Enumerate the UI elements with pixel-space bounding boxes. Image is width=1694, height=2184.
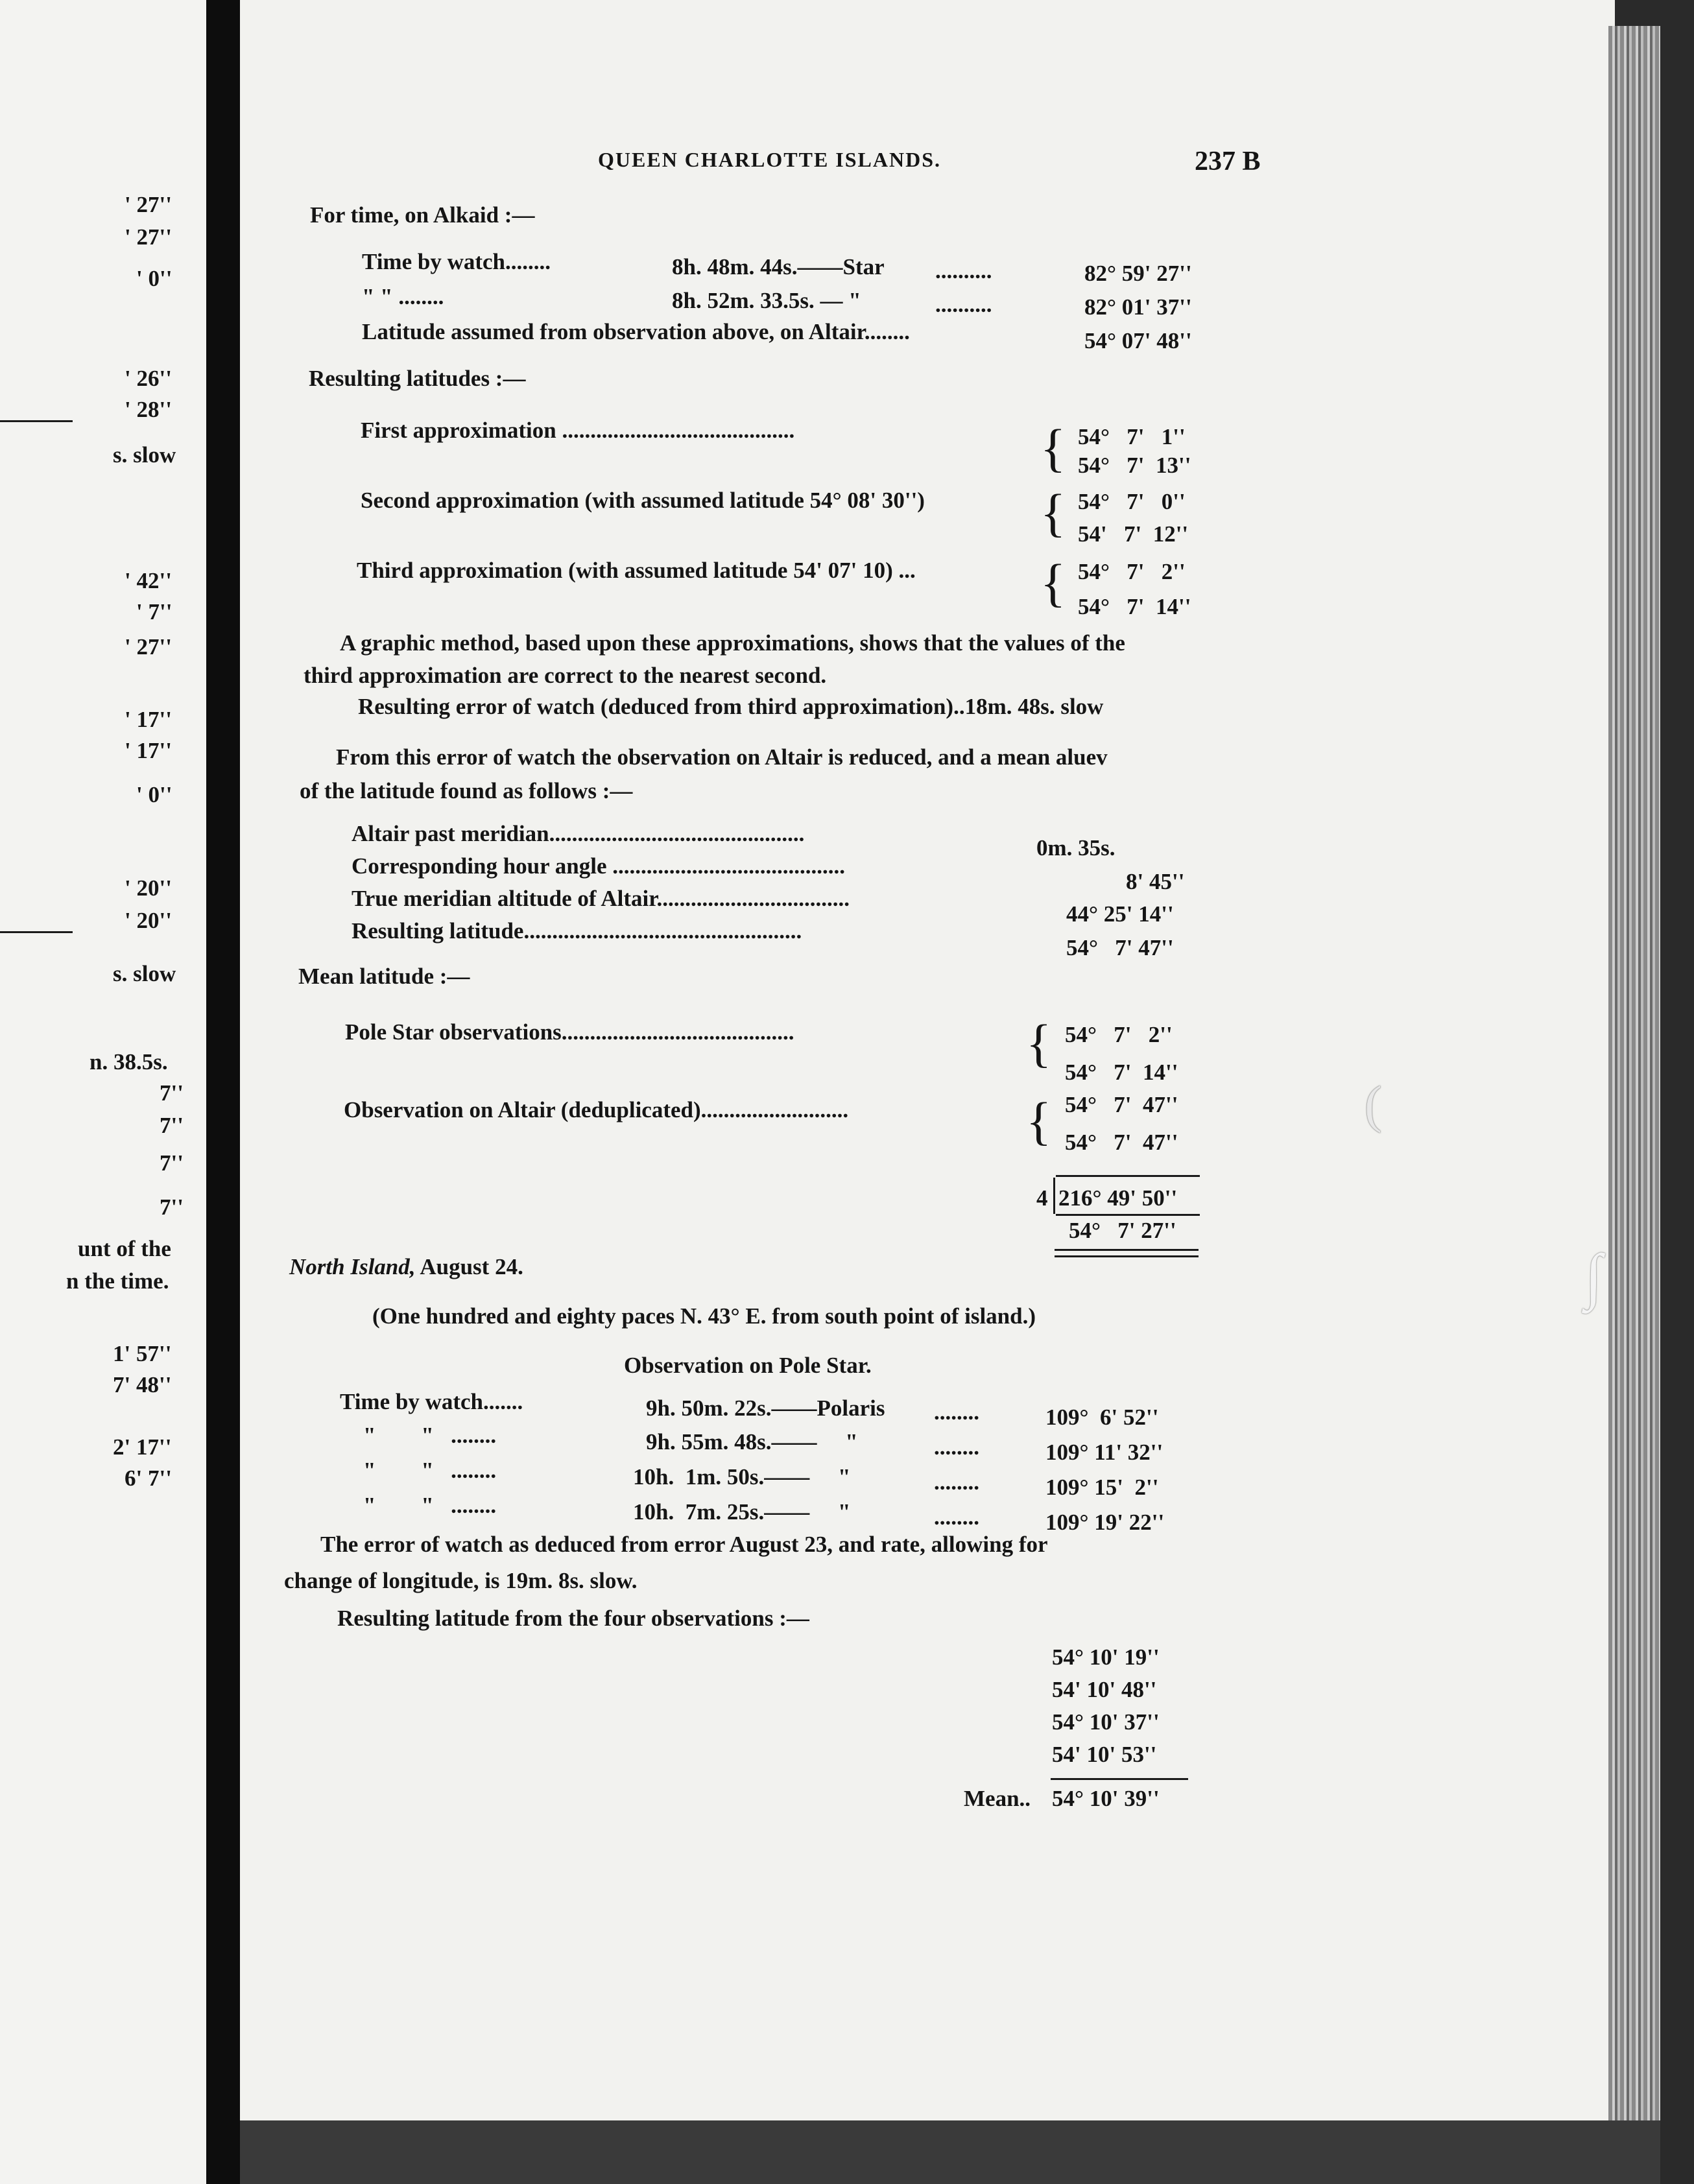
result-value: 54° 10' 19'' — [1052, 1644, 1160, 1670]
alkaid-row-time: 8h. 48m. 44s.——Star — [672, 254, 885, 279]
assumed-latitude-value: 54° 07' 48'' — [1084, 328, 1192, 353]
left-page-fragment: ' 27'' — [125, 634, 172, 659]
mean-value: 54° 7' 27'' — [1069, 1218, 1176, 1243]
alkaid-row-label: Time by watch........ — [362, 249, 551, 274]
result-value: 54° 10' 37'' — [1052, 1709, 1160, 1735]
division-bar — [1053, 1178, 1055, 1214]
polaris-row-time: 9h. 55m. 48s.—— " — [646, 1429, 858, 1454]
north-island-note: (One hundred and eighty paces N. 43° E. from south point of island.) — [372, 1303, 1036, 1329]
scan-mark: ∫ — [1585, 1241, 1603, 1311]
page-number: 237 B — [1195, 147, 1261, 176]
watch-error-line: Resulting error of watch (deduced from third approximation)..18m. 48s. slow — [358, 694, 1104, 719]
sum-underline — [1056, 1214, 1200, 1216]
brace: { — [1040, 418, 1066, 477]
left-page-fragment: ' 28'' — [125, 397, 172, 422]
left-page-fragment: n the time. — [66, 1268, 169, 1294]
altair-value: 54° 7' 47'' — [1066, 935, 1174, 960]
result-heading: Resulting latitude from the four observations :— — [337, 1606, 809, 1631]
left-page-fragment: s. slow — [113, 961, 176, 986]
polaris-row-value: 109° 19' 22'' — [1045, 1510, 1165, 1535]
approximation-value-2: 54' 7' 12'' — [1078, 521, 1189, 547]
paragraph-line: A graphic method, based upon these approximations, shows that the values of the — [340, 630, 1125, 656]
sum-rule — [1056, 1175, 1200, 1177]
polaris-row-dots: ........ — [934, 1504, 979, 1530]
brace: { — [1040, 483, 1066, 542]
sum-value: 216° 49' 50'' — [1058, 1185, 1178, 1211]
mean-double-rule — [1055, 1249, 1199, 1251]
left-page-fragment: ' 0'' — [136, 266, 173, 291]
north-island-name: North Island, — [289, 1254, 416, 1279]
polaris-row-dots: ........ — [934, 1399, 979, 1425]
paragraph-line: From this error of watch the observation on Altair is reduced, and a mean aluev — [336, 744, 1108, 770]
approximation-label: Third approximation (with assumed latitude 54' 07' 10) ... — [357, 558, 916, 583]
north-island-heading — [289, 1255, 523, 1278]
result-value: 54' 10' 53'' — [1052, 1742, 1157, 1767]
alkaid-row-value: 82° 59' 27'' — [1084, 261, 1192, 286]
approximation-value-2: 54° 7' 13'' — [1078, 453, 1191, 478]
altair-value: 0m. 35s. — [1036, 835, 1115, 861]
left-page-fragment: ' 20'' — [125, 908, 172, 933]
left-page-fragment: ' 0'' — [136, 782, 173, 807]
mean-latitude-heading: Mean latitude :— — [298, 964, 470, 989]
left-page-fragment: s. slow — [113, 442, 176, 468]
polaris-row-time: 10h. 7m. 25s.—— " — [633, 1499, 851, 1525]
paragraph-line: third approximation are correct to the nearest second. — [304, 663, 827, 688]
brace: { — [1026, 1091, 1052, 1150]
left-page-fragment: ' 20'' — [125, 875, 172, 901]
polaris-row-time: 9h. 50m. 22s.——Polaris — [646, 1395, 885, 1421]
left-page-fragment: 2' 17'' — [113, 1434, 172, 1460]
left-page-fragment: 7'' — [160, 1080, 184, 1106]
binding-gutter — [206, 0, 240, 2184]
alkaid-row-value: 82° 01' 37'' — [1084, 294, 1192, 320]
paragraph-line: The error of watch as deduced from error August 23, and rate, allowing for — [320, 1532, 1048, 1557]
left-page-fragment: 7'' — [160, 1113, 184, 1138]
altair-label: Resulting latitude................................................. — [352, 918, 802, 944]
result-value: 54' 10' 48'' — [1052, 1677, 1157, 1702]
alkaid-row-time: 8h. 52m. 33.5s. — " — [672, 288, 861, 313]
left-page-fragment: ' 42'' — [125, 568, 172, 593]
mean-double-rule — [1055, 1255, 1199, 1257]
left-page-fragment: ' 26'' — [125, 366, 172, 391]
left-page-fragment: 7'' — [160, 1194, 184, 1220]
mean-latitude-value-1: 54° 7' 47'' — [1065, 1092, 1178, 1117]
mean-latitude-label: Pole Star observations......................................... — [345, 1019, 794, 1045]
result-mean-value: 54° 10' 39'' — [1052, 1786, 1160, 1811]
page-bottom-shadow — [240, 2120, 1660, 2184]
alkaid-row-dots: .......... — [935, 292, 992, 317]
left-page-fragment: 7'' — [160, 1150, 184, 1176]
brace: { — [1040, 553, 1066, 612]
altair-value: 8' 45'' — [1126, 869, 1185, 894]
approximation-value-2: 54° 7' 14'' — [1078, 594, 1191, 619]
left-page-fragment: ' 27'' — [125, 224, 172, 250]
left-page-rule — [0, 420, 73, 422]
brace: { — [1026, 1014, 1052, 1073]
assumed-latitude-label: Latitude assumed from observation above, on Altair........ — [362, 319, 910, 344]
approximation-value-1: 54° 7' 1'' — [1078, 424, 1186, 449]
polaris-row-label: " " ........ — [363, 1493, 497, 1518]
paragraph-line: change of longitude, is 19m. 8s. slow. — [284, 1568, 638, 1593]
polaris-row-dots: ........ — [934, 1469, 979, 1495]
polaris-row-time: 10h. 1m. 50s.—— " — [633, 1464, 851, 1490]
left-page-fragment: ' 17'' — [125, 738, 172, 763]
approximation-value-1: 54° 7' 0'' — [1078, 489, 1186, 514]
left-page-fragment: 7' 48'' — [113, 1372, 172, 1397]
mean-latitude-value-1: 54° 7' 2'' — [1065, 1022, 1173, 1047]
mean-latitude-value-2: 54° 7' 47'' — [1065, 1130, 1178, 1155]
result-mean-label: Mean.. — [964, 1786, 1031, 1811]
left-page-fragment: ' 27'' — [125, 192, 172, 217]
approximation-label: Second approximation (with assumed latitude 54° 08' 30'') — [361, 488, 925, 513]
paragraph-line: of the latitude found as follows :— — [300, 778, 633, 803]
altair-label: Altair past meridian............................................. — [352, 821, 805, 846]
alkaid-row-label: " " ........ — [362, 284, 444, 309]
left-page-rule — [0, 931, 73, 933]
left-page-fragment: unt of the — [78, 1236, 171, 1261]
polaris-row-value: 109° 6' 52'' — [1045, 1405, 1159, 1430]
polaris-row-dots: ........ — [934, 1434, 979, 1460]
left-page-fragment: ' 7'' — [136, 599, 173, 624]
resulting-latitudes-heading: Resulting latitudes :— — [309, 366, 526, 391]
left-page-fragment: ' 17'' — [125, 707, 172, 732]
left-page-fragment: 1' 57'' — [113, 1341, 172, 1366]
polaris-row-value: 109° 11' 32'' — [1045, 1440, 1163, 1465]
altair-value: 44° 25' 14'' — [1066, 901, 1174, 927]
approximation-label: First approximation ......................................... — [361, 418, 795, 443]
polaris-row-value: 109° 15' 2'' — [1045, 1475, 1159, 1500]
mean-latitude-value-2: 54° 7' 14'' — [1065, 1060, 1178, 1085]
observation-subheading: Observation on Pole Star. — [624, 1353, 872, 1378]
polaris-row-label: " " ........ — [363, 1423, 497, 1448]
result-rule — [1051, 1778, 1188, 1780]
altair-label: True meridian altitude of Altair.................................. — [352, 886, 850, 911]
left-page-fragment: 6' 7'' — [125, 1466, 172, 1491]
polaris-row-label: " " ........ — [363, 1458, 497, 1483]
mean-latitude-label: Observation on Altair (deduplicated).......................... — [344, 1097, 849, 1122]
approximation-value-1: 54° 7' 2'' — [1078, 559, 1186, 584]
sum-divisor: 4 — [1036, 1185, 1048, 1211]
alkaid-heading: For time, on Alkaid :— — [310, 202, 535, 228]
page-stack-edge — [1608, 26, 1660, 2120]
scan-mark: ( — [1365, 1076, 1382, 1134]
north-island-date: August 24. — [415, 1254, 523, 1279]
left-page-fragment: n. 38.5s. — [89, 1049, 168, 1074]
altair-label: Corresponding hour angle ......................................... — [352, 853, 846, 879]
polaris-row-label: Time by watch....... — [340, 1389, 523, 1414]
alkaid-row-dots: .......... — [935, 258, 992, 283]
running-head: QUEEN CHARLOTTE ISLANDS. — [598, 148, 941, 171]
